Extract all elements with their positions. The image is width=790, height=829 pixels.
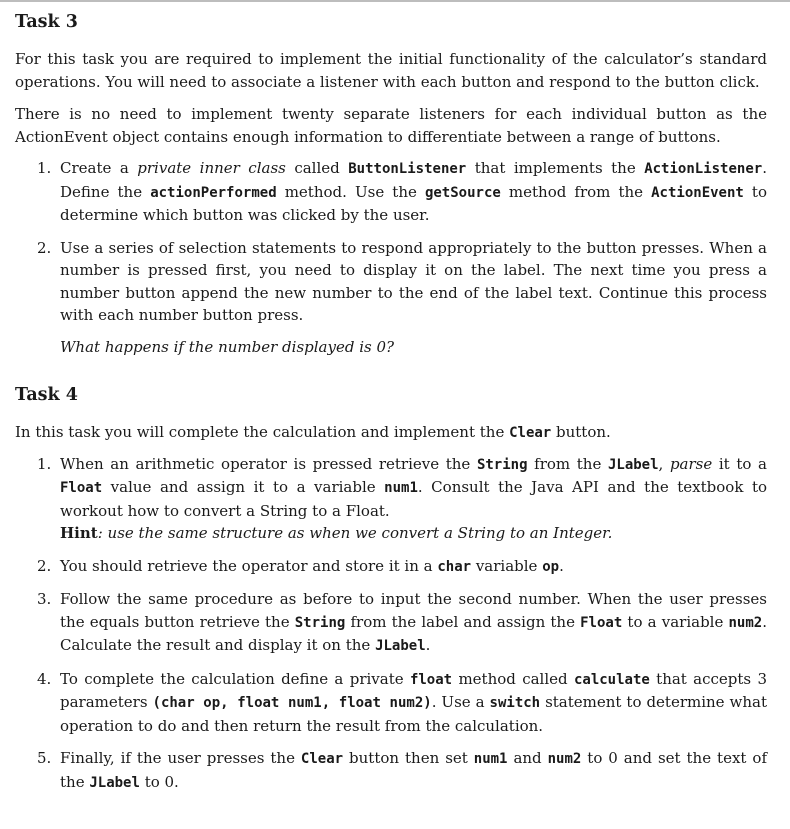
code-getSource: getSource	[424, 184, 501, 201]
hint-line: Hint: use the same structure as when we convert a String to an Integer.	[60, 524, 613, 542]
task4-list	[15, 453, 767, 795]
document-page	[15, 10, 767, 794]
task3-heading: Task 3	[15, 12, 78, 32]
task4-item-4: 4. To complete the calculation define a private float method called calculate that accepts 3 parameters (char op, float num1, float num2). Use a switch statement to determine what operation to do and then return the result from the calculation.	[37, 669, 767, 735]
task4-intro: In this task you will complete the calculation and implement the Clear button.	[15, 423, 611, 441]
code-actionPerformed: actionPerformed	[150, 184, 277, 201]
code-Clear: Clear	[509, 425, 552, 441]
task3-item-1: 1. Create a private inner class called ButtonListener that implements the ActionListener. Define the actionPerformed method. Use the getSource method from the ActionEvent to determine which button was clicked by the user.	[37, 159, 767, 224]
top-divider	[0, 0, 790, 2]
item-number: 2.	[37, 556, 52, 575]
task3-question: What happens if the number displayed is 0?	[60, 337, 395, 356]
code-ActionEvent: ActionEvent	[651, 184, 744, 201]
code-ActionListener: ActionListener	[644, 161, 763, 177]
item-number: 3.	[37, 590, 52, 608]
item-number: 5.	[37, 749, 52, 767]
task4-item-2: 2. You should retrieve the operator and store it in a char variable op.	[15, 555, 767, 579]
item-number: 4.	[37, 669, 52, 688]
item-number: 1.	[37, 159, 52, 177]
task3-item-2: 2. Use a series of selection statements to respond appropriately to the button presses. When a number is pressed first, you need to display it on the label. The next time you press a number button append the new number to the end of the label text. Continue this process with each number button press. What happens if the number displayed is 0?	[15, 237, 767, 359]
task4-heading: Task 4	[15, 385, 78, 405]
item-number: 2.	[37, 238, 52, 257]
code-ButtonListener: ButtonListener	[348, 161, 467, 177]
task3-list	[15, 157, 767, 358]
task4-item-1: 1. When an arithmetic operator is pressed retrieve the String from the JLabel, parse it to a Float value and assign it to a variable num1. Consult the Java API and the textbook to workout how to convert a String to a Float. Hint: use the same structure as when we convert a String to an Integer.	[15, 453, 767, 545]
task4-item-5: 5. Finally, if the user presses the Clear button then set num1 and num2 to 0 and set the text of the JLabel to 0.	[37, 749, 767, 791]
task3-paragraph: There is no need to implement twenty separate listeners for each individual button as the ActionEvent object contains enough information to differentiate between a range of buttons.	[15, 105, 767, 146]
task3-intro: For this task you are required to implement the initial functionality of the calculator’s standard operations. You will need to associate a listener with each button and respond to the button click.	[15, 50, 767, 91]
task4-item-3: 3. Follow the same procedure as before to input the second number. When the user presses the equals button retrieve the String from the label and assign the Float to a variable num2. Calculate the result and display it on the JLabel.	[37, 590, 767, 654]
item-number: 1.	[37, 454, 52, 473]
